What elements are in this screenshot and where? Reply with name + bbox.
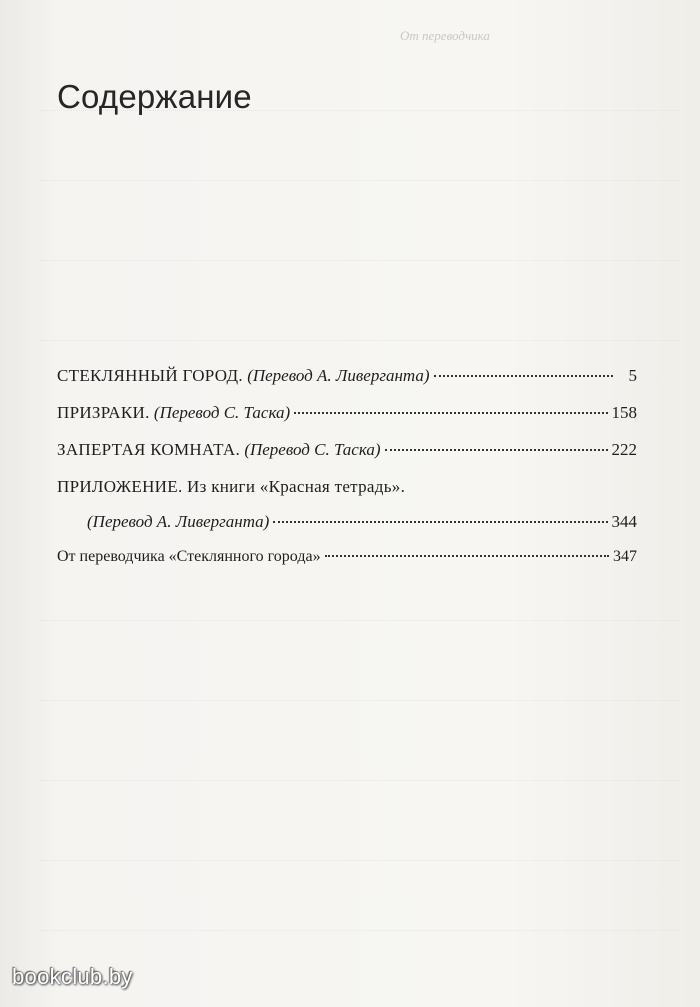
toc-entry-label: ЗАПЕРТАЯ КОМНАТА. (Перевод С. Таска) xyxy=(57,440,381,459)
toc-page-number: 344 xyxy=(611,512,637,531)
running-head: От переводчика xyxy=(400,28,490,43)
toc-leader-dots xyxy=(273,521,607,523)
toc-entry-label: От переводчика «Стеклянного города» xyxy=(57,548,321,565)
toc-entry-label: ПРИЗРАКИ. (Перевод С. Таска) xyxy=(57,403,291,422)
toc-page-number: 347 xyxy=(613,548,637,565)
toc-entry-locked-room[interactable] xyxy=(57,440,637,460)
toc-entry-label: (Перевод А. Ливерганта) xyxy=(87,512,270,531)
toc-leader-dots xyxy=(385,449,608,451)
toc-page-number: 158 xyxy=(611,403,637,422)
table-of-contents xyxy=(57,366,637,567)
bleed-through-line xyxy=(40,860,680,872)
bleed-through-line xyxy=(40,780,680,792)
watermark-logo: bookclub.by xyxy=(12,964,133,989)
bleed-through-line xyxy=(40,620,680,632)
bleed-through-line xyxy=(40,340,680,352)
toc-leader-dots xyxy=(434,375,613,377)
bleed-through-line xyxy=(40,700,680,712)
bleed-through-line xyxy=(40,180,680,192)
toc-entry-glass-city[interactable] xyxy=(57,366,637,386)
toc-entry-translator-note[interactable] xyxy=(57,547,637,567)
toc-leader-dots xyxy=(294,412,607,414)
toc-leader-dots xyxy=(325,555,609,557)
page-title: Содержание xyxy=(57,78,252,115)
toc-page-number: 5 xyxy=(628,366,637,385)
toc-entry-appendix-translator[interactable] xyxy=(57,512,637,532)
bleed-through-line xyxy=(40,930,680,942)
toc-entry-appendix[interactable] xyxy=(57,477,637,497)
toc-entry-label: СТЕКЛЯННЫЙ ГОРОД. (Перевод А. Ливерганта) xyxy=(57,366,430,385)
bleed-through-line xyxy=(40,260,680,272)
toc-entry-label: ПРИЛОЖЕНИЕ. Из книги «Красная тетрадь». xyxy=(57,477,406,496)
toc-page-number: 222 xyxy=(611,440,637,459)
toc-entry-ghosts[interactable] xyxy=(57,403,637,423)
